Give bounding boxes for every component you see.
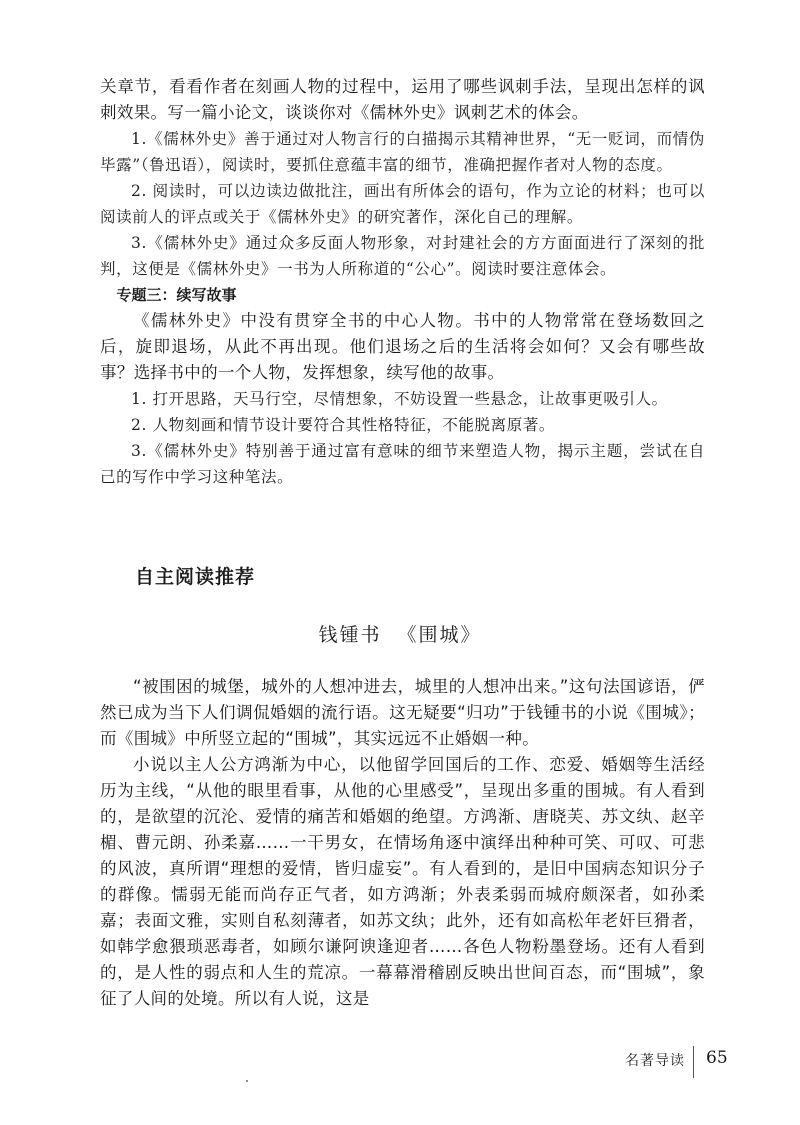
tip-item: 1. 打开思路，天马行空，尽情想象，不妨设置一些悬念，让故事更吸引人。: [131, 390, 668, 408]
upper-text-block: [100, 74, 705, 490]
page-number: 65: [706, 1048, 728, 1068]
review-text-block: [100, 674, 705, 1012]
tip-item: 2. 阅读时，可以边读边做批注，画出有所体会的语句，作为立论的材料；也可以阅读前人的评点或关于《儒林外史》的研究著作，深化自己的理解。: [100, 182, 705, 226]
topic-intro-paragraph: 《儒林外史》中没有贯穿全书的中心人物。书中的人物常常在登场数回之后，旋即退场，从此不再出现。他们退场之后的生活将会如何？又会有哪些故事？选择书中的一个人物，发挥想象，续写他的故事。: [100, 311, 705, 382]
tip-item: 1.《儒林外史》善于通过对人物言行的白描揭示其精神世界，“无一贬词，而情伪毕露”（鲁迅语），阅读时，要抓住意蕴丰富的细节，准确把握作者对人物的态度。: [100, 130, 705, 174]
tip-item: 2. 人物刻画和情节设计要符合其性格特征，不能脱离原著。: [131, 416, 556, 434]
section-heading: 自主阅读推荐: [135, 566, 256, 588]
review-paragraph: 小说以主人公方鸿渐为中心，以他留学回国后的工作、恋爱、婚姻等生活经历为主线，“从他的眼里看事，从他的心里感受”，呈现出多重的围城。有人看到的，是欲望的沉沦、爱情的痛苦和婚姻的绝望。方鸿渐、唐晓芙、苏文纨、赵辛楣、曹元朗、孙柔嘉……一干男女，在情场角逐中演绎出种种可笑、可叹、可悲的风波，真所谓“理想的爱情，皆归虚妄”。有人看到的，是旧中国病态知识分子的群像。懦弱无能而尚存正气者，如方鸿渐；外表柔弱而城府颇深者，如孙柔嘉；表面文雅，实则自私刻薄者，如苏文纨；此外，还有如高松年老奸巨猾者，如韩学愈猥琐恶毒者，如顾尔谦阿谀逢迎者……各色人物粉墨登场。还有人看到的，是人性的弱点和人生的荒凉。一幕幕滑稽剧反映出世间百态，而“围城”，象征了人间的处境。所以有人说，这是: [100, 755, 705, 1008]
book-title-line: [0, 620, 800, 647]
book-author: 钱锺书: [318, 624, 382, 646]
topic-heading: 专题三：续写故事: [116, 286, 237, 304]
scan-speck: [246, 1080, 248, 1082]
intro-paragraph: 关章节，看看作者在刻画人物的过程中，运用了哪些讽刺手法，呈现出怎样的讽刺效果。写一篇小论文，谈谈你对《儒林外史》讽刺艺术的体会。: [100, 77, 705, 122]
book-title: 《围城》: [397, 624, 482, 646]
footer-label: 名著导读: [625, 1053, 685, 1069]
tip-item: 3.《儒林外史》通过众多反面人物形象，对封建社会的方方面面进行了深刻的批判，这便是《儒林外史》一书为人所称道的“公心”。阅读时要注意体会。: [100, 234, 705, 278]
footer-divider: [693, 1046, 694, 1078]
tip-item: 3.《儒林外史》特别善于通过富有意味的细节来塑造人物，揭示主题，尝试在自己的写作中学习这种笔法。: [100, 442, 705, 486]
review-paragraph: “被围困的城堡，城外的人想冲进去，城里的人想冲出来。”这句法国谚语，俨然已成为当下人们调侃婚姻的流行语。这无疑要“归功”于钱锺书的小说《围城》；而《围城》中所竖立起的“围城”，其实远远不止婚姻一种。: [100, 677, 705, 748]
